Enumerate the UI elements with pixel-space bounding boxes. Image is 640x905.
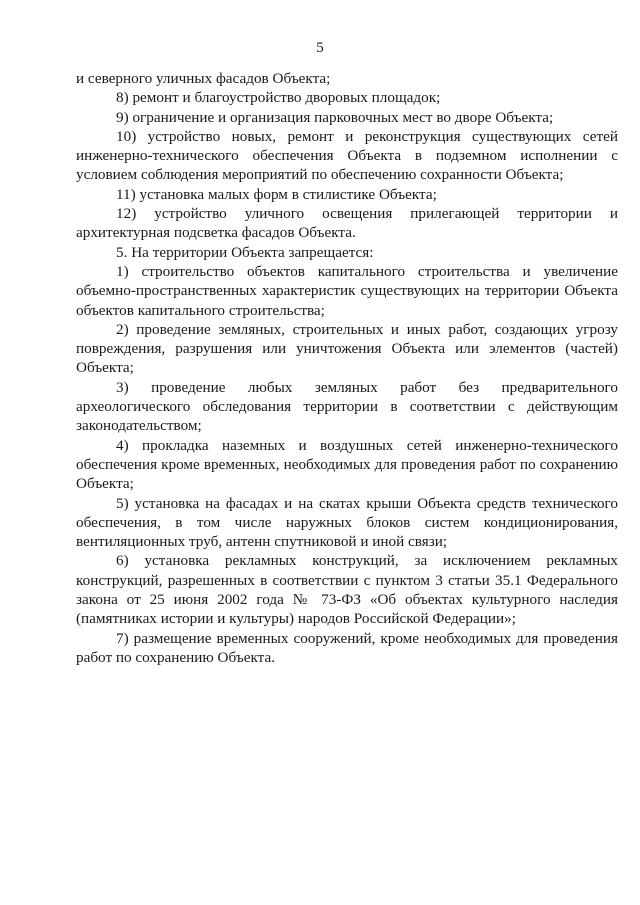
list-item-12: 12) устройство уличного освещения прилегающей территории и архитектурная подсветка фасадов Объекта. [76, 205, 618, 242]
document-body [76, 69, 618, 667]
list-item-11: 11) установка малых форм в стилистике Объекта; [116, 185, 437, 203]
prohibition-item-7: 7) размещение временных сооружений, кроме необходимых для проведения работ по сохранению Объекта. [76, 629, 618, 666]
prohibition-item-4: 4) прокладка наземных и воздушных сетей инженерно-технического обеспечения кроме временных, необходимых для проведения работ по сохранению Объекта; [76, 436, 618, 493]
list-item-8: 8) ремонт и благоустройство дворовых площадок; [116, 89, 441, 107]
page-number: 5 [316, 40, 324, 56]
list-item-9: 9) ограничение и организация парковочных мест во дворе Объекта; [116, 108, 554, 126]
prohibition-item-6: 6) установка рекламных конструкций, за исключением рекламных конструкций, разрешенных в соответствии с пунктом 3 статьи 35.1 Федерального закона от 25 июня 2002 года № 73-ФЗ «Об объектах культурного наследия (памятниках истории и культуры) народов Российской Федерации»; [76, 552, 618, 628]
prohibition-item-5: 5) установка на фасадах и на скатах крыши Объекта средств технического обеспечения, в том числе наружных блоков систем кондиционирования, вентиляционных труб, антенн спутниковой и иной связи; [76, 494, 618, 551]
list-item-10: 10) устройство новых, ремонт и реконструкция существующих сетей инженерно-технического обеспечения Объекта в подземном исполнении с условием соблюдения мероприятий по обеспечению сохранности Объекта; [76, 127, 618, 184]
paragraph-continuation: и северного уличных фасадов Объекта; [76, 70, 331, 87]
section-5-heading: 5. На территории Объекта запрещается: [116, 243, 374, 261]
prohibition-item-1: 1) строительство объектов капитального строительства и увеличение объемно-пространственных характеристик существующих на территории Объекта объектов капитального строительства; [76, 262, 618, 319]
prohibition-item-3: 3) проведение любых земляных работ без предварительного археологического обследования территории в соответствии с действующим законодательством; [76, 378, 618, 435]
prohibition-item-2: 2) проведение земляных, строительных и иных работ, создающих угрозу повреждения, разрушения или уничтожения Объекта или элементов (частей) Объекта; [76, 320, 618, 377]
